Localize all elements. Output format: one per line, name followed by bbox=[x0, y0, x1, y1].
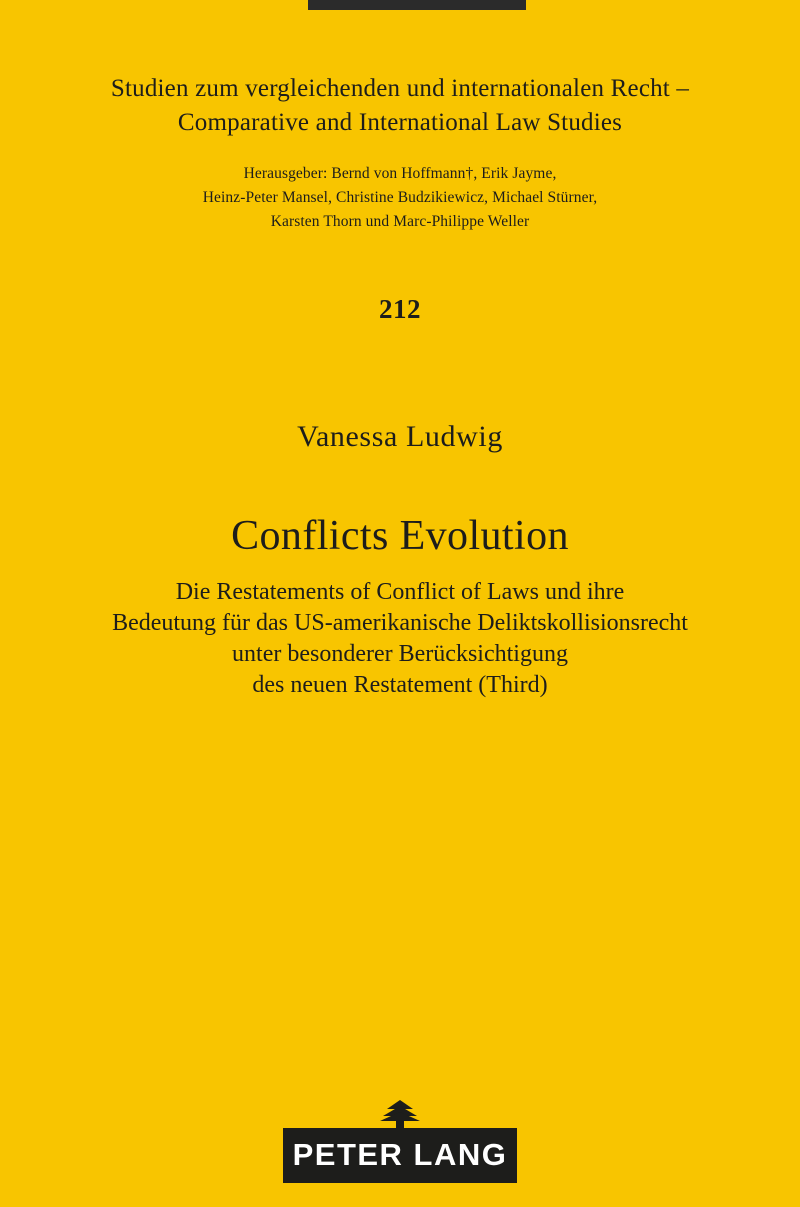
peter-lang-tree-icon bbox=[283, 1100, 517, 1128]
subtitle-line-3: unter besonderer Berücksichtigung bbox=[232, 641, 568, 667]
book-author: Vanessa Ludwig bbox=[297, 420, 503, 453]
book-title: Conflicts Evolution bbox=[231, 513, 569, 559]
editors-line-1: Herausgeber: Bernd von Hoffmann†, Erik Jayme, bbox=[243, 165, 557, 182]
series-volume-number: 212 bbox=[379, 294, 421, 324]
subtitle-line-4: des neuen Restatement (Third) bbox=[252, 672, 548, 698]
editors-line-3: Karsten Thorn und Marc-Philippe Weller bbox=[270, 213, 530, 230]
publisher-name: PETER LANG bbox=[283, 1128, 517, 1183]
subtitle-line-2: Bedeutung für das US-amerikanische Deliktskollisionsrecht bbox=[112, 610, 688, 636]
series-title bbox=[18, 72, 782, 140]
subtitle-line-1: Die Restatements of Conflict of Laws und ihre bbox=[175, 579, 625, 605]
series-editors bbox=[18, 162, 782, 234]
editors-line-2: Heinz-Peter Mansel, Christine Budzikiewicz, Michael Stürner, bbox=[202, 189, 598, 206]
series-title-line-2: Comparative and International Law Studies bbox=[177, 109, 623, 136]
series-title-line-1: Studien zum vergleichenden und internationalen Recht – bbox=[110, 75, 690, 102]
publisher-logo bbox=[283, 1100, 517, 1183]
book-subtitle bbox=[0, 577, 800, 701]
series-block bbox=[0, 72, 800, 234]
top-band-decoration bbox=[308, 0, 526, 10]
